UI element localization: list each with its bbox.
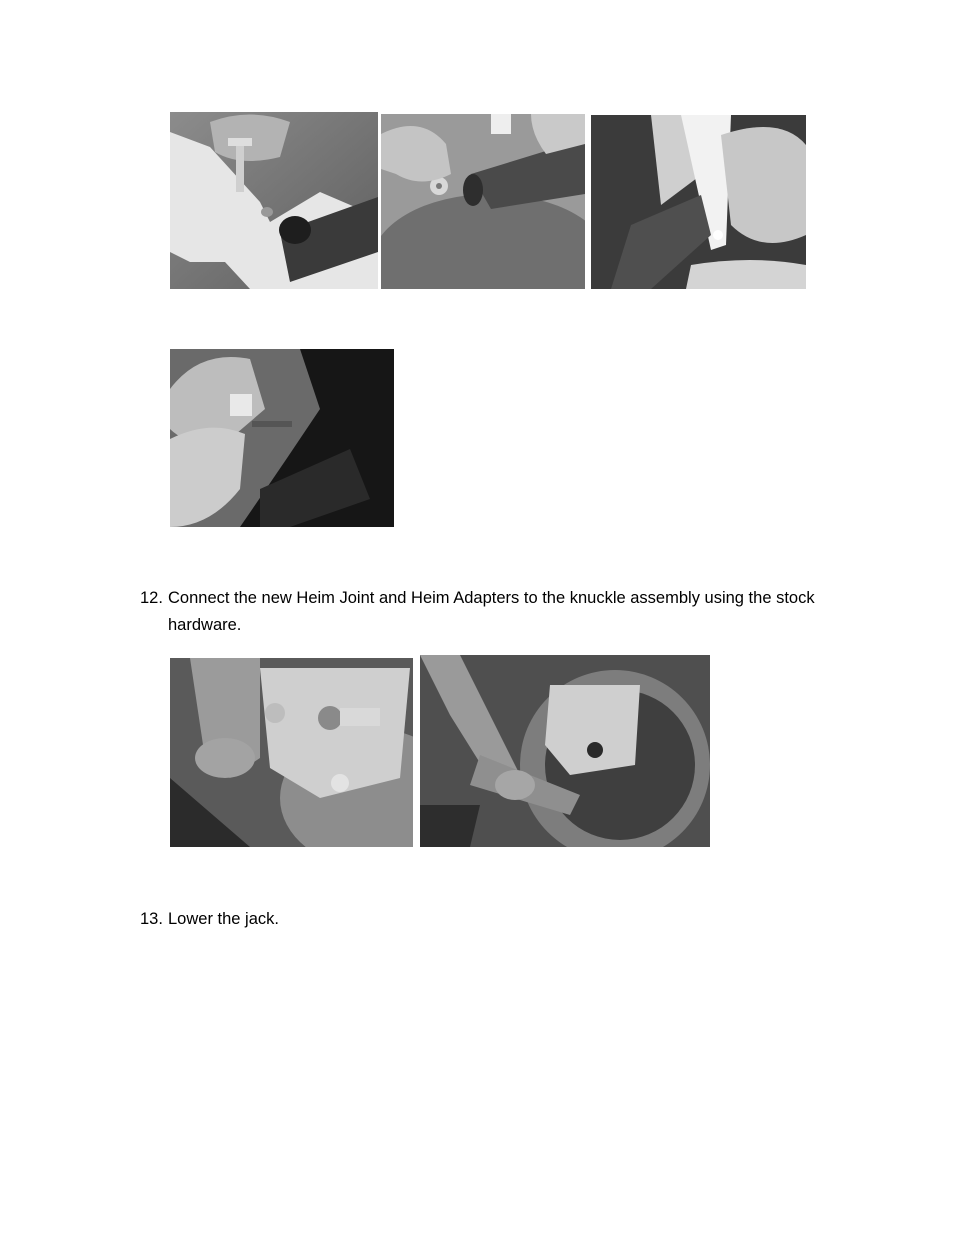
step-number: 13. bbox=[140, 910, 163, 928]
photo-washer-on-shock bbox=[381, 114, 585, 289]
step-12 bbox=[140, 585, 860, 639]
photo-heim-joint-knuckle-closeup bbox=[170, 658, 413, 847]
step-text-continued: hardware. bbox=[168, 616, 242, 634]
photo-heim-joint-knuckle-wide bbox=[420, 655, 710, 847]
photo-bracket-install bbox=[591, 115, 806, 289]
step-text: Lower the jack. bbox=[168, 910, 279, 928]
step-text: Connect the new Heim Joint and Heim Adapters to the knuckle assembly using the stock bbox=[168, 589, 815, 607]
photo-bolt-through-bracket bbox=[170, 112, 378, 289]
step-number: 12. bbox=[140, 589, 163, 607]
photo-nut-tighten bbox=[170, 349, 394, 527]
step-13 bbox=[140, 906, 860, 933]
